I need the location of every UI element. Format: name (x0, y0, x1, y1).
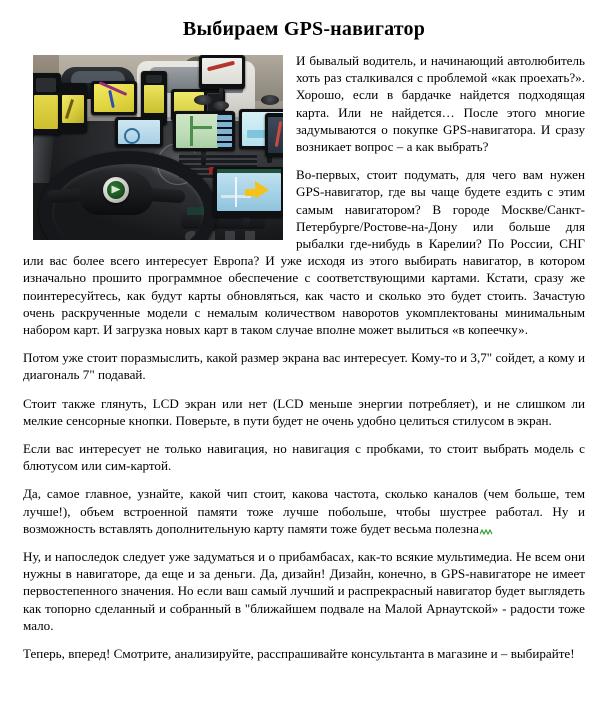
document-page (0, 18, 607, 719)
page-title: Выбираем GPS-навигатор (182, 18, 426, 40)
paragraph-8: Теперь, вперед! Смотрите, анализируйте, расспрашивайте консультанта в магазине и – выбирайте! (23, 646, 575, 662)
paragraph-6 (23, 485, 585, 537)
turn-arrow-icon (255, 181, 269, 199)
skoda-badge-arrow (112, 186, 121, 194)
gps-device-7 (115, 117, 163, 147)
gps-device-main (213, 167, 283, 217)
gps-device-6 (199, 55, 245, 89)
gps-device-8 (173, 111, 235, 151)
paragraph-1: И бывалый водитель, и начинающий автолюбитель хоть раз сталкивался с проблемой «как проехать?». Хорошо, если в бардачке найдется подходящая карта. Или не найдется… После этого многие задумываются о покупке GPS-навигатора. И сразу возникает вопрос – а как выбрать? (296, 53, 585, 155)
paragraph-5: Если вас интересует не только навигация, но навигация с пробками, то стоит выбрать модель с блютусом или сим-картой. (23, 441, 585, 474)
paragraph-6-text: Да, самое главное, узнайте, какой чип стоит, какова частота, сколько каналов (чем больше, тем лучше!), объем встроенной памяти тоже лучше побольше, чтобы шустрее работал. Ну и возможность вставлять дополнительную карту памяти тоже будет весьма полезна (23, 486, 585, 536)
gps-suction-cup-6 (213, 101, 229, 110)
article-body (23, 52, 585, 662)
paragraph-3: Потом уже стоит поразмыслить, какой размер экрана вас интересует. Кому-то и 3,7" сойдет, а кому и диагональ 7" подавай. (23, 350, 585, 383)
gps-suction-cup-9 (261, 95, 279, 105)
gps-device-2 (59, 83, 87, 133)
article-photo (33, 55, 283, 240)
gps-device-10 (265, 113, 283, 157)
gps-device-3 (91, 81, 137, 115)
gps-suction-cup-8 (194, 95, 212, 105)
gps-mount-stalk-8 (201, 149, 206, 165)
grammar-squiggle-icon (480, 522, 494, 528)
paragraph-7: Ну, и напоследок следует уже задуматься и о прибамбасах, как-то всякие мультимедиа. Не всем они нужны в навигаторе, да еще и за деньги. Да, дизайн! Дизайн, конечно, в GPS-навигаторе не имеет первостепенного значения. Но если ваш самый лучший и распрекрасный навигатор будет выглядеть как топорно сделанный и собранный в "ближайшем подвале на Малой Арнаутской» - радости тоже мало. (23, 549, 585, 633)
gps-device-1 (33, 73, 61, 135)
paragraph-2: Во-первых, стоит подумать, для чего вам нужен GPS-навигатор, где вы чаще будете ездить с этим самым навигатором? В городе Москве/Санкт-Петербурге/Ростове-на-Дону или больше для рыбалки где-нибудь в Карелии? По России, СНГ или вас более всего интересует Европа? И уже исходя из этого выбирать навигатор, в котором изначально прошито программное обеспечение с соответствующими картами. Кстати, сразу же поинтересуйтесь, как будут карты обновляться, как часто и сколько это будет стоить. Зачастую очень раскрученные модели с немалым количеством наворотов укомплектованы минимальным набором карт. И загрузка новых карт в таком случае вполне может вылиться «в копеечку». (23, 167, 585, 338)
paragraph-4: Стоит также глянуть, LCD экран или нет (LCD меньше энергии потребляет), и не слишком ли мелкие сенсорные кнопки. Поверьте, в пути будет не очень удобно целиться стилусом в экран. (23, 395, 585, 428)
gps-mount-stalk-main (243, 215, 250, 229)
